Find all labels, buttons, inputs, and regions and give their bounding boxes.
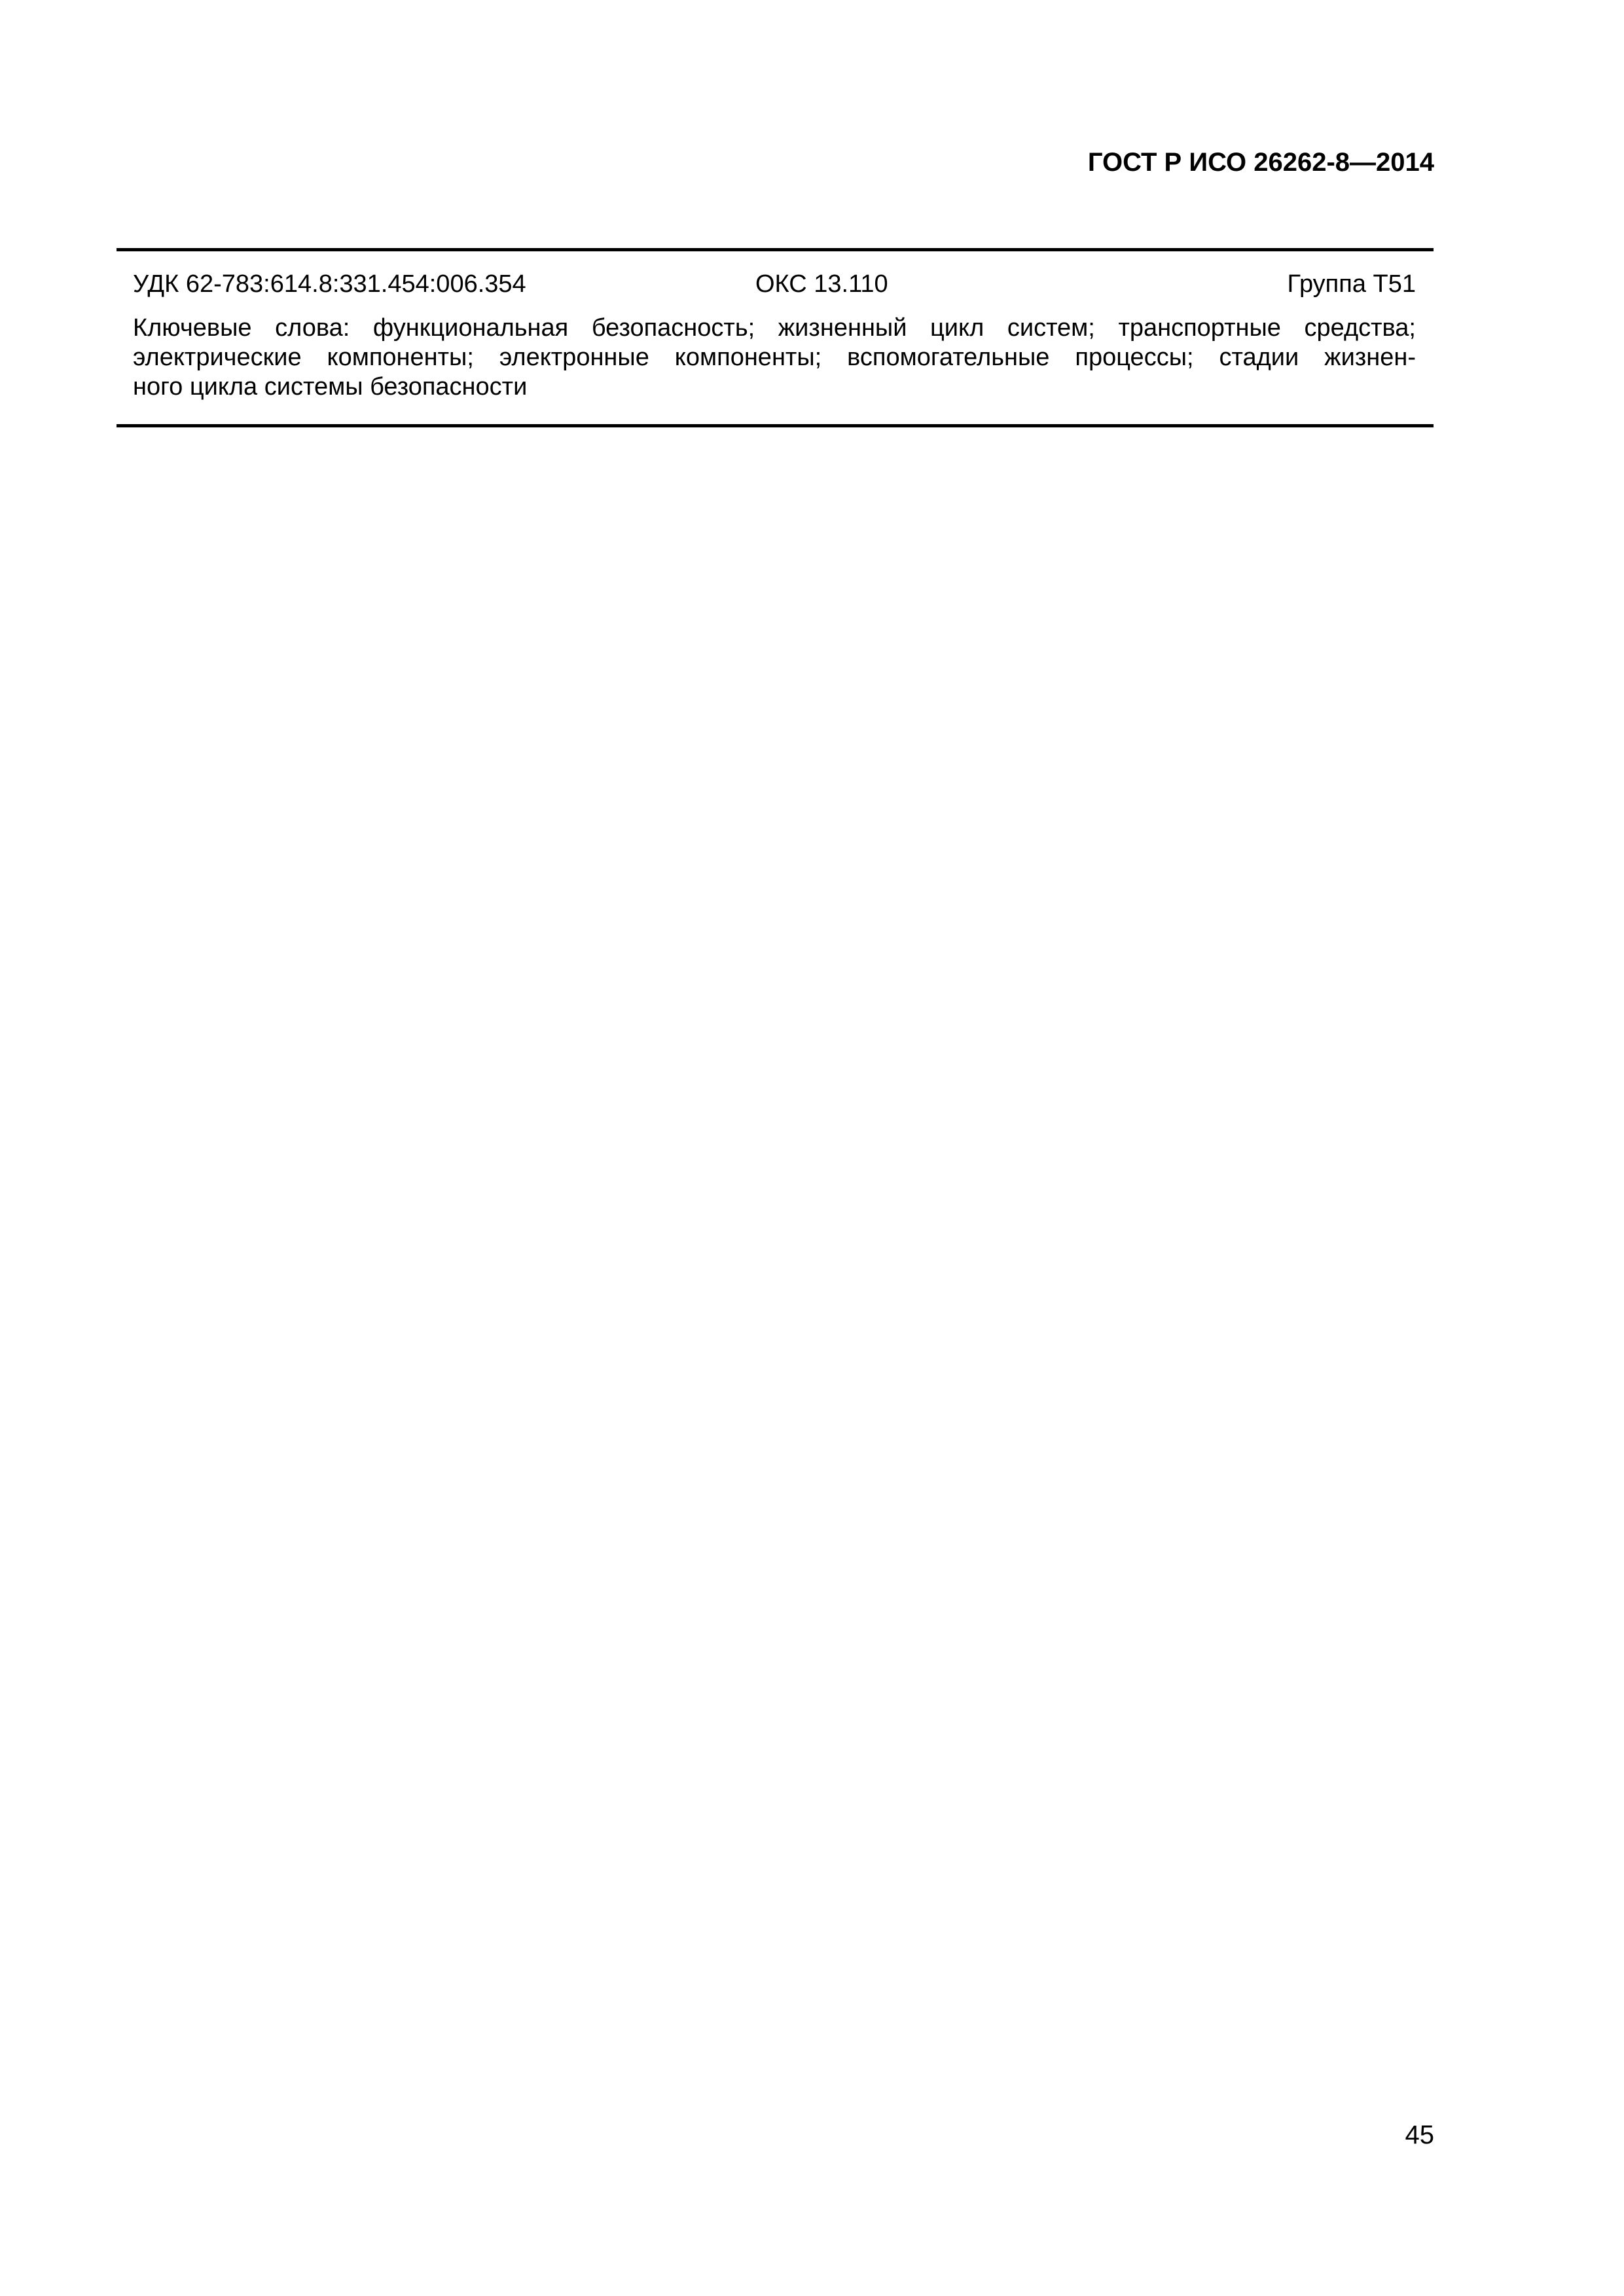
keywords-line-2: электрические компоненты; электронные компоненты; вспомогательные процессы; стадии жизнен- [133,344,1416,371]
group-code: Группа Т51 [1287,270,1416,298]
keywords-block [133,314,1416,402]
page-number: 45 [1405,2121,1434,2149]
top-rule [117,248,1434,251]
keywords-line-1: Ключевые слова: функциональная безопасность; жизненный цикл систем; транспортные средства; [133,314,1416,342]
keywords-line-3: ного цикла системы безопасности [133,373,528,401]
oks-code: ОКС 13.110 [755,270,888,298]
classification-row [133,269,1416,299]
standard-designation: ГОСТ Р ИСО 26262-8—2014 [1087,148,1434,177]
bottom-rule [117,424,1434,427]
udc-code: УДК 62-783:614.8:331.454:006.354 [133,270,526,298]
